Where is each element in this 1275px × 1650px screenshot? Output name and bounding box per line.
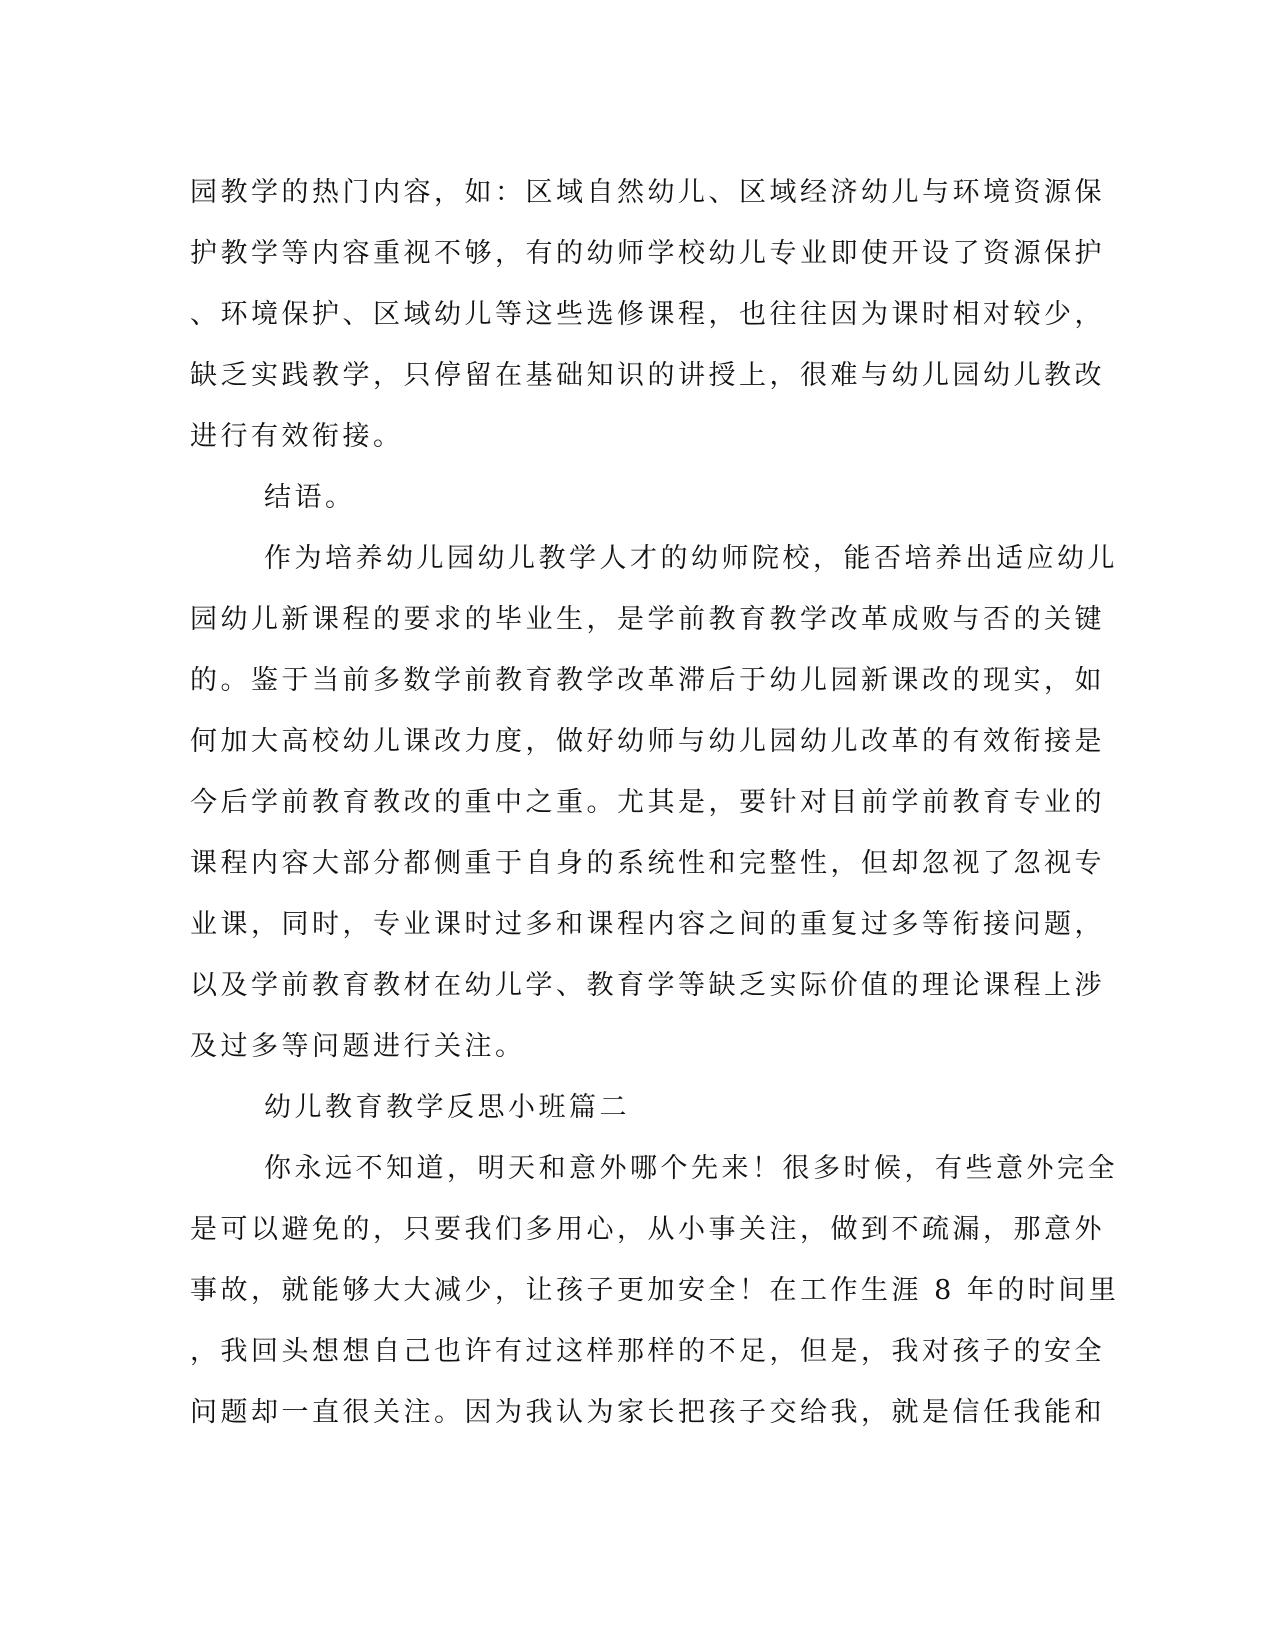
text-line: 园教学的热门内容，如：区域自然幼儿、区域经济幼儿与环境资源保 [190, 177, 1105, 208]
text-line: 的。鉴于当前多数学前教育教学改革滞后于幼儿园新课改的现实，如 [190, 665, 1105, 696]
text-line: 缺乏实践教学，只停留在基础知识的讲授上，很难与幼儿园幼儿教改 [190, 360, 1105, 391]
text-line: 幼儿教育教学反思小班篇二 [264, 1092, 630, 1123]
text-line: 事故，就能够大大减少，让孩子更加安全！在工作生涯 8 年的时间里 [190, 1275, 1120, 1306]
text-line: 、环境保护、区域幼儿等这些选修课程，也往往因为课时相对较少， [190, 299, 1105, 330]
text-line: 结语。 [264, 482, 356, 513]
text-line: 及过多等问题进行关注。 [190, 1031, 526, 1062]
text-line: 你永远不知道，明天和意外哪个先来！很多时候，有些意外完全 [264, 1153, 1118, 1184]
text-line: 进行有效衔接。 [190, 421, 404, 452]
text-line: 是可以避免的，只要我们多用心，从小事关注，做到不疏漏，那意外 [190, 1214, 1105, 1245]
text-line: 园幼儿新课程的要求的毕业生，是学前教育教学改革成败与否的关键 [190, 604, 1105, 635]
text-line: 护教学等内容重视不够，有的幼师学校幼儿专业即使开设了资源保护 [190, 238, 1105, 269]
body-text [190, 162, 1120, 1443]
text-line: 业课，同时，专业课时过多和课程内容之间的重复过多等衔接问题， [190, 909, 1105, 940]
text-line: 以及学前教育教材在幼儿学、教育学等缺乏实际价值的理论课程上涉 [190, 970, 1105, 1001]
text-line: 问题却一直很关注。因为我认为家长把孩子交给我，就是信任我能和 [190, 1397, 1105, 1428]
text-line: 课程内容大部分都侧重于自身的系统性和完整性，但却忽视了忽视专 [190, 848, 1105, 879]
text-line: 作为培养幼儿园幼儿教学人才的幼师院校，能否培养出适应幼儿 [264, 543, 1118, 574]
text-line: 今后学前教育教改的重中之重。尤其是，要针对目前学前教育专业的 [190, 787, 1105, 818]
text-line: 何加大高校幼儿课改力度，做好幼师与幼儿园幼儿改革的有效衔接是 [190, 726, 1105, 757]
text-line: ，我回头想想自己也许有过这样那样的不足，但是，我对孩子的安全 [190, 1336, 1105, 1367]
